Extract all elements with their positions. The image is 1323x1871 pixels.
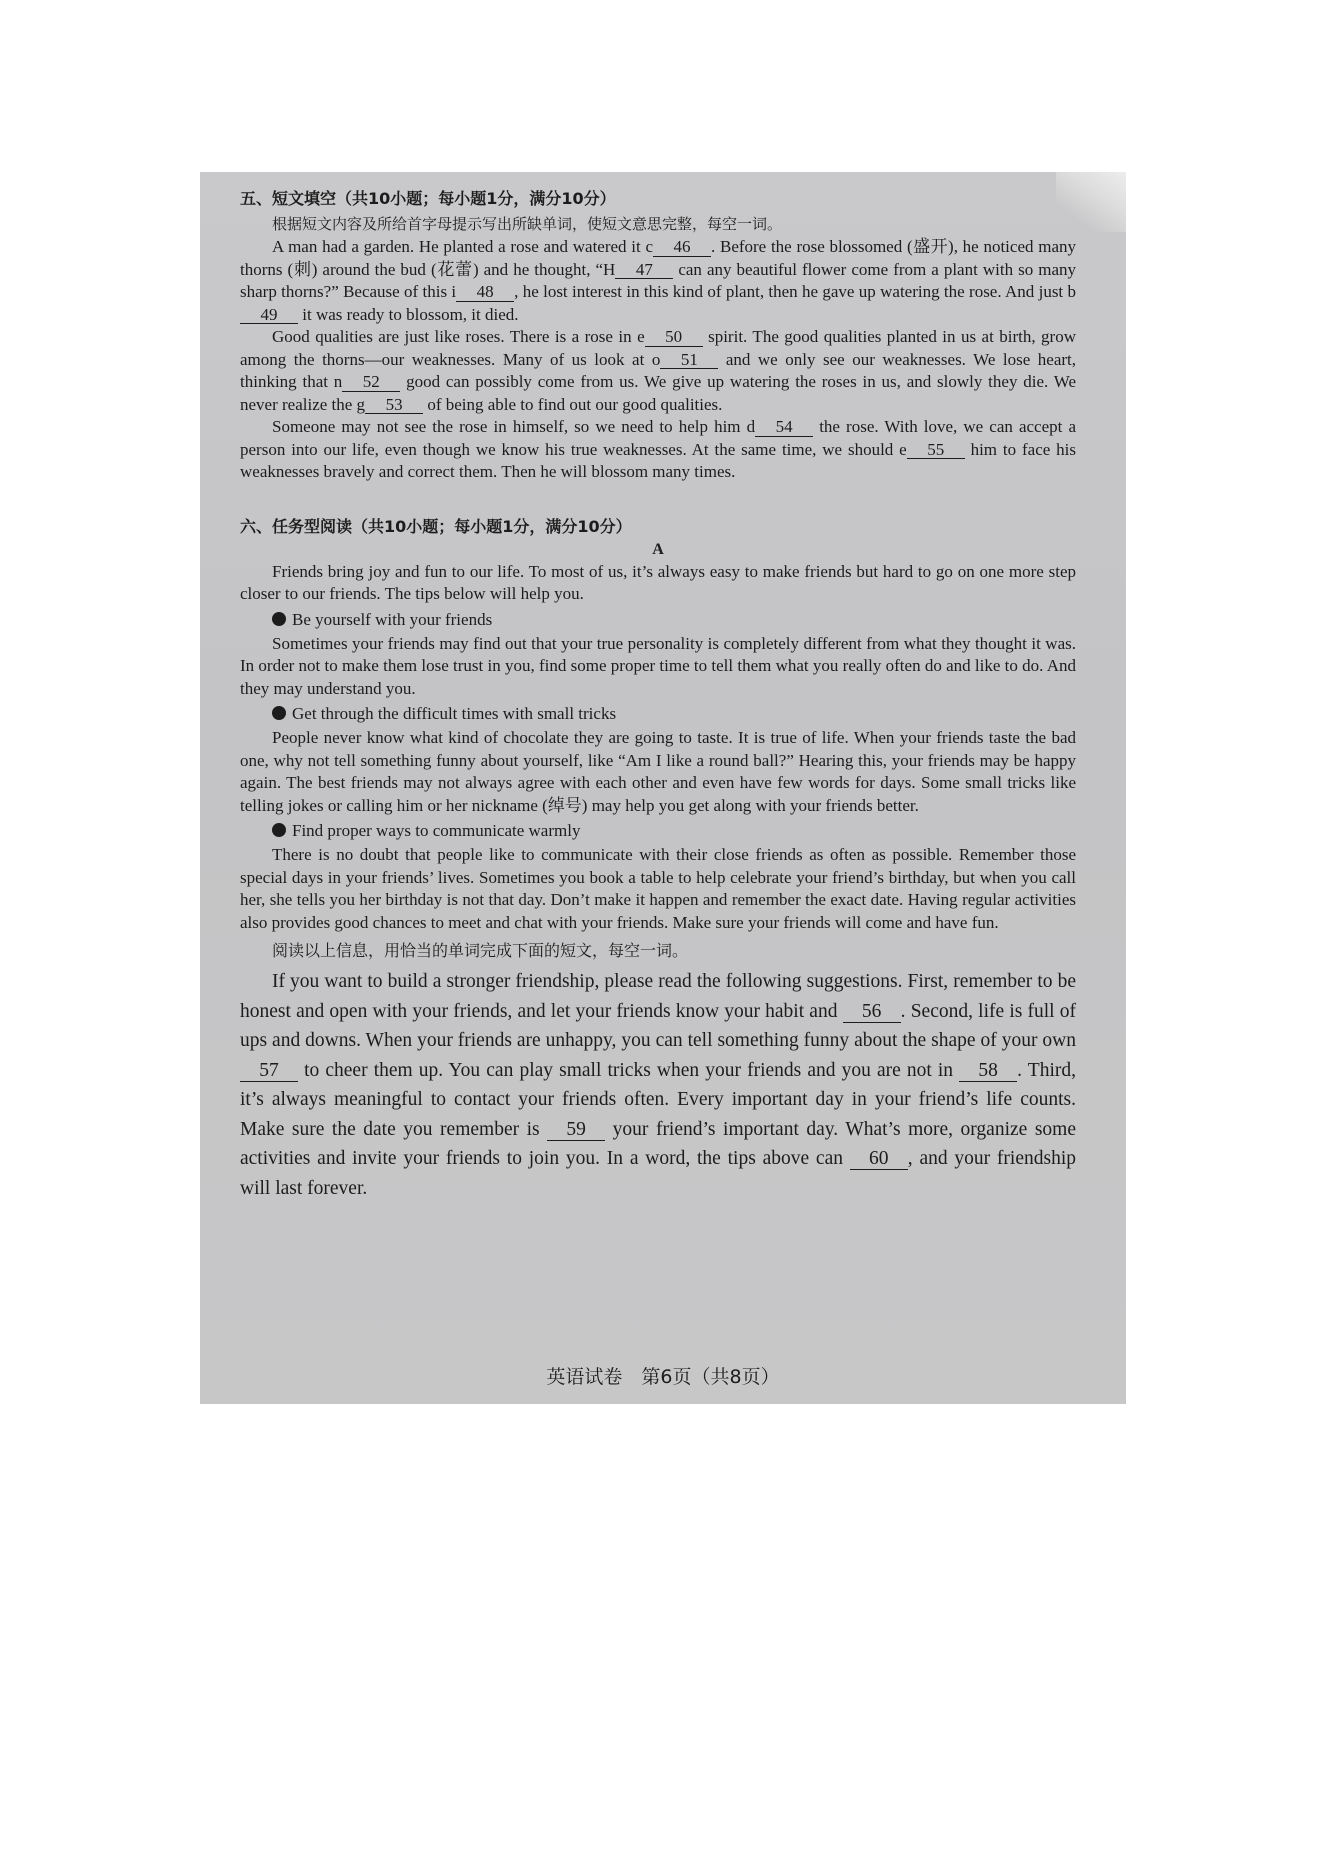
blank-48: 48 (456, 283, 514, 302)
tip-3-body: There is no doubt that people like to communicate with their close friends as often as possible. Remember those special days in your friends’ lives. Sometimes you book a table to help celebrate your friend’s birthday, but when you call her, she tells you her birthday is not that day. Don’t make it happen and remember the exact date. Having regular activities also provides good chances to meet and chat with your friends. Make sure your friends will come and have fun. (240, 845, 1076, 932)
blank-59: 59 (547, 1120, 605, 1141)
bullet-icon (272, 823, 286, 837)
section-6 (240, 514, 1076, 1204)
tip-1-body: Sometimes your friends may find out that your true personality is completely different from what they thought it was. In order not to make them lose trust in you, find some proper time to tell them what you really often do and like to do. And they may understand you. (240, 633, 1076, 698)
text-run: and we only see our weaknesses. We lose heart, thinking that n (240, 349, 1077, 391)
blank-57: 57 (240, 1061, 298, 1082)
blank-47: 47 (615, 261, 673, 280)
text-run: A man had a garden. He planted a rose and watered it c (272, 237, 653, 256)
text-run: . Third, it’s always meaningful to contact your friends often. Every important day in your friend’s life counts. Make sure the date you remember is (240, 1059, 1076, 1140)
tip-title-text: Find proper ways to communicate warmly (292, 821, 581, 840)
bullet-icon (272, 706, 286, 720)
section-6-header: 六、任务型阅读（共10小题；每小题1分，满分10分） (240, 516, 632, 536)
tip-3-title (240, 819, 1076, 842)
bullet-icon (272, 612, 286, 626)
text-run: it was ready to blossom, it died. (298, 304, 519, 324)
text-run: . Before the rose blossomed (盛开), he noticed many thorns (刺) around the bud (花蕾) and he thought, “H (240, 237, 1076, 279)
tip-title-text: Be yourself with your friends (292, 609, 493, 629)
exam-page (200, 172, 1126, 1404)
blank-56: 56 (843, 1002, 901, 1023)
summary-instruction: 阅读以上信息，用恰当的单词完成下面的短文，每空一词。 (272, 941, 689, 960)
section-5-paragraph-1 (240, 236, 1076, 326)
blank-52: 52 (342, 373, 400, 392)
text-run: , he lost interest in this kind of plant, then he gave up watering the rose. And just b (514, 282, 1076, 301)
blank-51: 51 (660, 351, 718, 370)
text-run: him to face his weaknesses bravely and correct them. Then he will blossom many times. (240, 439, 1076, 481)
section-5-paragraph-3 (240, 416, 1076, 484)
text-run: can any beautiful flower come from a plant with so many sharp thorns?” Because of this i (240, 259, 1076, 301)
blank-60: 60 (850, 1149, 908, 1170)
tip-2-body: People never know what kind of chocolate they are going to taste. It is true of life. When your friends taste the bad one, why not tell something funny about yourself, like “Am I like a round ball?” Hearing this, your friends may be happy again. The best friends may not always agree with each other and even have few words for days. Some small tricks like telling jokes or calling him or her nickname (绰号) may help you get along with your friends better. (240, 728, 1076, 815)
passage-intro: Friends bring joy and fun to our life. To most of us, it’s always easy to make friends but hard to go on one more step closer to our friends. The tips below will help you. (240, 561, 1076, 603)
blank-53: 53 (365, 396, 423, 415)
passage-label: A (652, 540, 664, 558)
text-run: the rose. With love, we can accept a person into our life, even though we know his true weaknesses. At the same time, we should e (240, 417, 1076, 459)
page-footer: 英语试卷 第6页（共8页） (546, 1366, 780, 1388)
summary-paragraph (240, 967, 1076, 1203)
text-run: to cheer them up. You can play small tricks when your friends and you are not in (298, 1059, 960, 1081)
tip-1-title (240, 608, 1076, 631)
page-content (240, 186, 1076, 1203)
text-run: If you want to build a stronger friendship, please read the following suggestions. First, remember to be honest and open with your friends, and let your friends know your habit and (240, 971, 1076, 1022)
tip-title-text: Get through the difficult times with small tricks (292, 704, 617, 723)
text-run: Good qualities are just like roses. There is a rose in e (272, 327, 645, 346)
summary-block (240, 967, 1076, 1203)
blank-49: 49 (240, 306, 298, 325)
section-5-paragraph-2 (240, 326, 1076, 416)
text-run: , and your friendship will last forever. (240, 1148, 1076, 1199)
text-run: of being able to find out our good qualities. (423, 394, 723, 414)
blank-55: 55 (907, 441, 965, 460)
blank-58: 58 (959, 1061, 1017, 1082)
text-run: spirit. The good qualities planted in us at birth, grow among the thorns—our weaknesses. Many of us look at o (240, 327, 1077, 369)
text-run: . Second, life is full of ups and downs. When your friends are unhappy, you can tell something funny about the shape of your own (240, 1000, 1077, 1051)
blank-50: 50 (645, 328, 703, 347)
text-run: good can possibly come from us. We give up watering the roses in us, and slowly they die. We never realize the g (240, 372, 1076, 414)
blank-54: 54 (755, 418, 813, 437)
text-run: your friend’s important day. What’s more, organize some activities and invite your friends to join you. In a word, the tips above can (240, 1118, 1077, 1169)
blank-46: 46 (653, 238, 711, 257)
section-5-header: 五、短文填空（共10小题；每小题1分，满分10分） (240, 189, 616, 208)
text-run: Someone may not see the rose in himself, so we need to help him d (272, 417, 756, 436)
section-5-instruction: 根据短文内容及所给首字母提示写出所缺单词，使短文意思完整，每空一词。 (272, 215, 783, 233)
tip-2-title (240, 702, 1076, 725)
